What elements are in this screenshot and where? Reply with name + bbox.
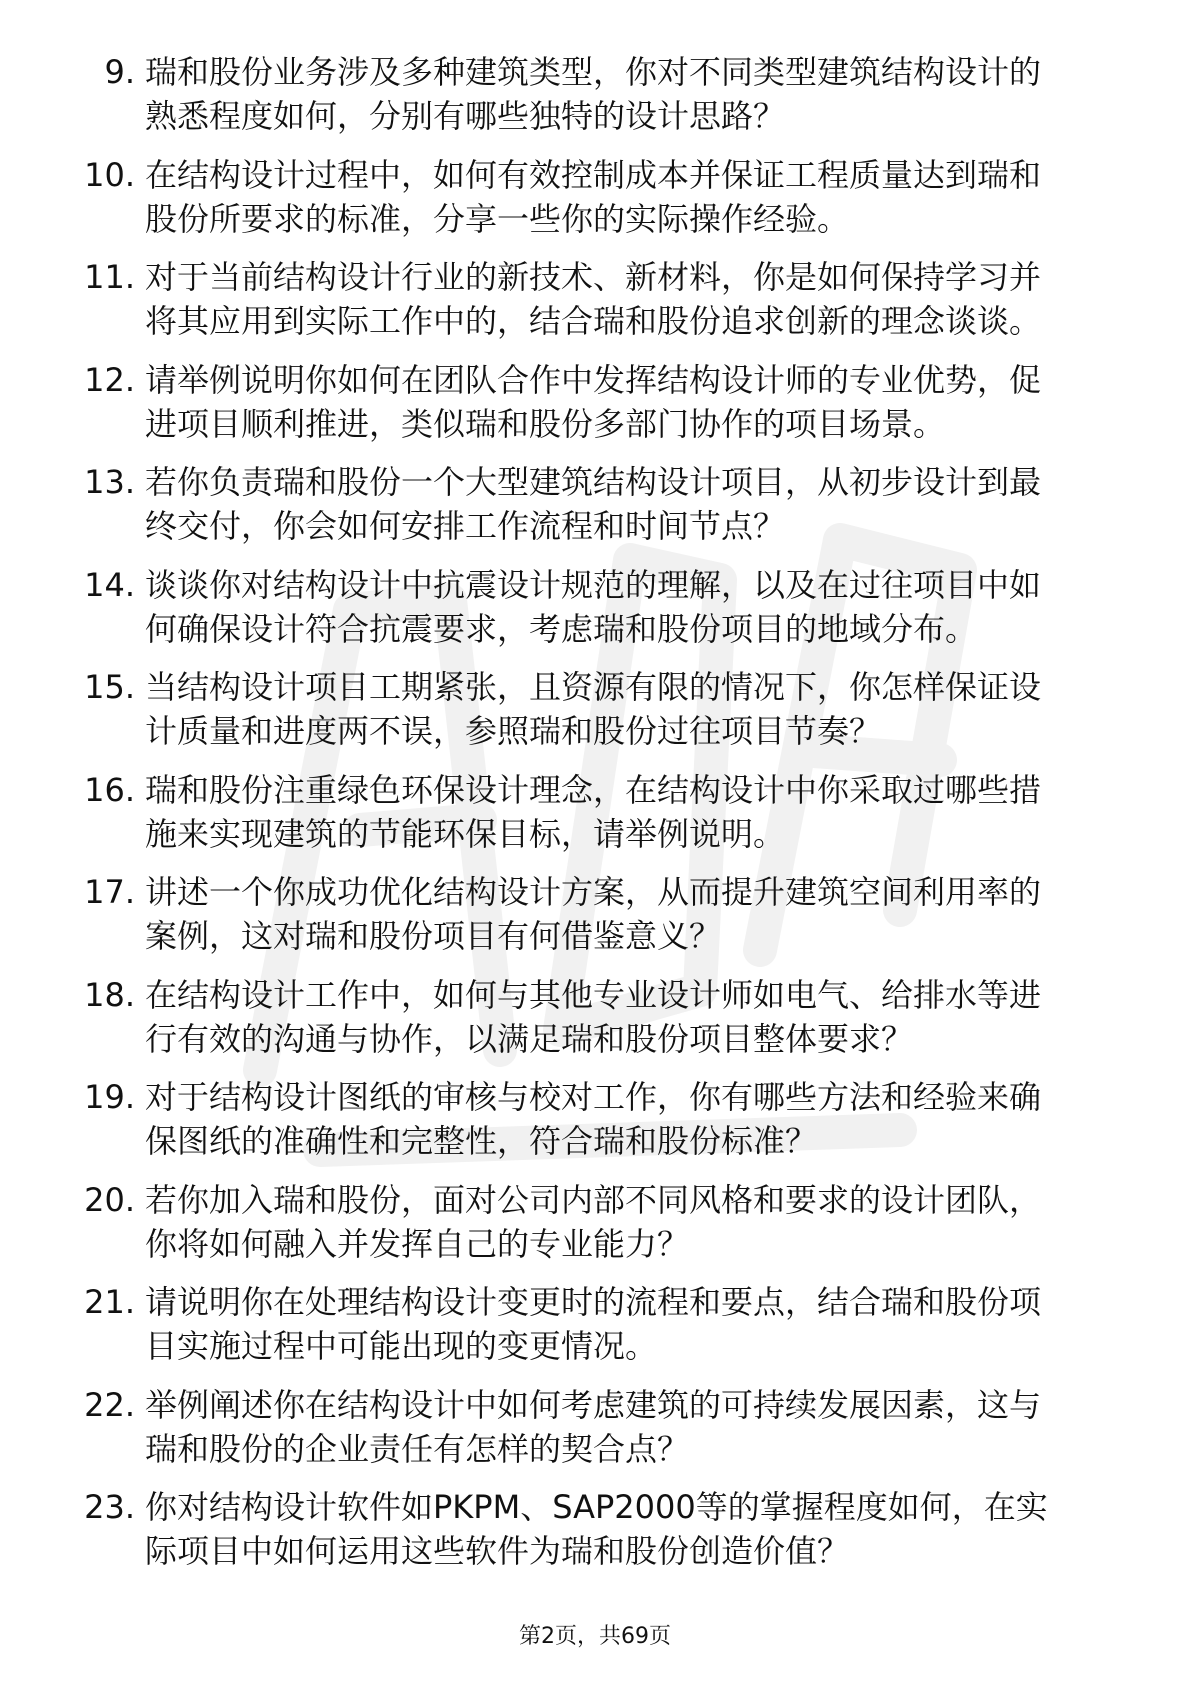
question-text-line: 瑞和股份业务涉及多种建筑类型，你对不同类型建筑结构设计的 <box>145 53 1042 91</box>
question-text-line: 你对结构设计软件如PKPM、SAP2000等的掌握程度如何，在实 <box>145 1488 1048 1526</box>
question-text-line: 若你负责瑞和股份一个大型建筑结构设计项目，从初步设计到最 <box>145 463 1042 501</box>
question-text-line: 瑞和股份注重绿色环保设计理念，在结构设计中你采取过哪些措 <box>145 770 1042 809</box>
question-number: 15. <box>84 668 135 706</box>
question-text-line: 保图纸的准确性和完整性，符合瑞和股份标准？ <box>145 1122 818 1160</box>
question-text-line: 对于结构设计图纸的审核与校对工作，你有哪些方法和经验来确 <box>145 1078 1042 1116</box>
question-item <box>0 559 1190 662</box>
question-item <box>0 1071 1190 1174</box>
question-text-line: 案例，这对瑞和股份项目有何借鉴意义？ <box>145 917 722 955</box>
question-number: 23. <box>84 1488 135 1526</box>
question-number: 20. <box>84 1180 135 1219</box>
question-text-line: 股份所要求的标准，分享一些你的实际操作经验。 <box>145 199 850 238</box>
question-number: 16. <box>84 770 135 809</box>
question-item <box>0 354 1190 457</box>
question-number: 18. <box>84 975 135 1014</box>
question-item <box>0 251 1190 354</box>
question-item <box>0 149 1190 252</box>
page-footer <box>0 1622 1190 1652</box>
question-number: 9. <box>104 53 135 91</box>
question-number: 11. <box>84 258 135 296</box>
question-text-line: 在结构设计工作中，如何与其他专业设计师如电气、给排水等进 <box>145 975 1042 1014</box>
question-text-line: 对于当前结构设计行业的新技术、新材料，你是如何保持学习并 <box>145 258 1042 296</box>
question-number: 10. <box>84 155 135 194</box>
question-text-line: 请说明你在处理结构设计变更时的流程和要点，结合瑞和股份项 <box>145 1283 1042 1321</box>
question-text-line: 进项目顺利推进，类似瑞和股份多部门协作的项目场景。 <box>145 404 946 443</box>
question-text-line: 在结构设计过程中，如何有效控制成本并保证工程质量达到瑞和 <box>145 155 1042 194</box>
question-number: 19. <box>84 1078 135 1116</box>
question-text-line: 终交付，你会如何安排工作流程和时间节点？ <box>145 507 786 545</box>
question-item <box>0 661 1190 764</box>
question-text-line: 熟悉程度如何，分别有哪些独特的设计思路？ <box>145 97 786 135</box>
question-number: 13. <box>84 463 135 501</box>
question-text-line: 请举例说明你如何在团队合作中发挥结构设计师的专业优势，促 <box>145 360 1042 399</box>
question-text-line: 计质量和进度两不误，参照瑞和股份过往项目节奏？ <box>145 712 882 750</box>
question-text-line: 若你加入瑞和股份，面对公司内部不同风格和要求的设计团队， <box>145 1180 1042 1219</box>
question-item <box>0 1276 1190 1379</box>
question-text-line: 何确保设计符合抗震要求，考虑瑞和股份项目的地域分布。 <box>145 609 978 648</box>
question-item <box>0 1481 1190 1584</box>
question-number: 22. <box>84 1385 135 1424</box>
question-item <box>0 1379 1190 1482</box>
question-number: 14. <box>84 565 135 604</box>
question-text-line: 当结构设计项目工期紧张，且资源有限的情况下，你怎样保证设 <box>145 668 1042 706</box>
question-text-line: 谈谈你对结构设计中抗震设计规范的理解，以及在过往项目中如 <box>145 565 1042 604</box>
question-text-line: 施来实现建筑的节能环保目标，请举例说明。 <box>145 814 786 853</box>
question-text-line: 讲述一个你成功优化结构设计方案，从而提升建筑空间利用率的 <box>145 873 1042 911</box>
question-item <box>0 764 1190 867</box>
question-list <box>0 46 1190 1584</box>
question-text-line: 将其应用到实际工作中的，结合瑞和股份追求创新的理念谈谈。 <box>145 302 1042 340</box>
question-text-line: 际项目中如何运用这些软件为瑞和股份创造价值？ <box>145 1532 850 1570</box>
question-item <box>0 866 1190 969</box>
question-text-line: 目实施过程中可能出现的变更情况。 <box>145 1327 658 1365</box>
question-text-line: 行有效的沟通与协作，以满足瑞和股份项目整体要求？ <box>145 1019 914 1058</box>
question-item <box>0 1174 1190 1277</box>
question-item <box>0 46 1190 149</box>
question-text-line: 瑞和股份的企业责任有怎样的契合点？ <box>145 1429 690 1468</box>
question-number: 21. <box>84 1283 135 1321</box>
question-number: 12. <box>84 360 135 399</box>
question-item <box>0 969 1190 1072</box>
question-item <box>0 456 1190 559</box>
question-number: 17. <box>84 873 135 911</box>
question-text-line: 你将如何融入并发挥自己的专业能力？ <box>145 1224 690 1263</box>
question-text-line: 举例阐述你在结构设计中如何考虑建筑的可持续发展因素，这与 <box>145 1385 1042 1424</box>
page-number-label: 第2页，共69页 <box>519 1624 671 1649</box>
